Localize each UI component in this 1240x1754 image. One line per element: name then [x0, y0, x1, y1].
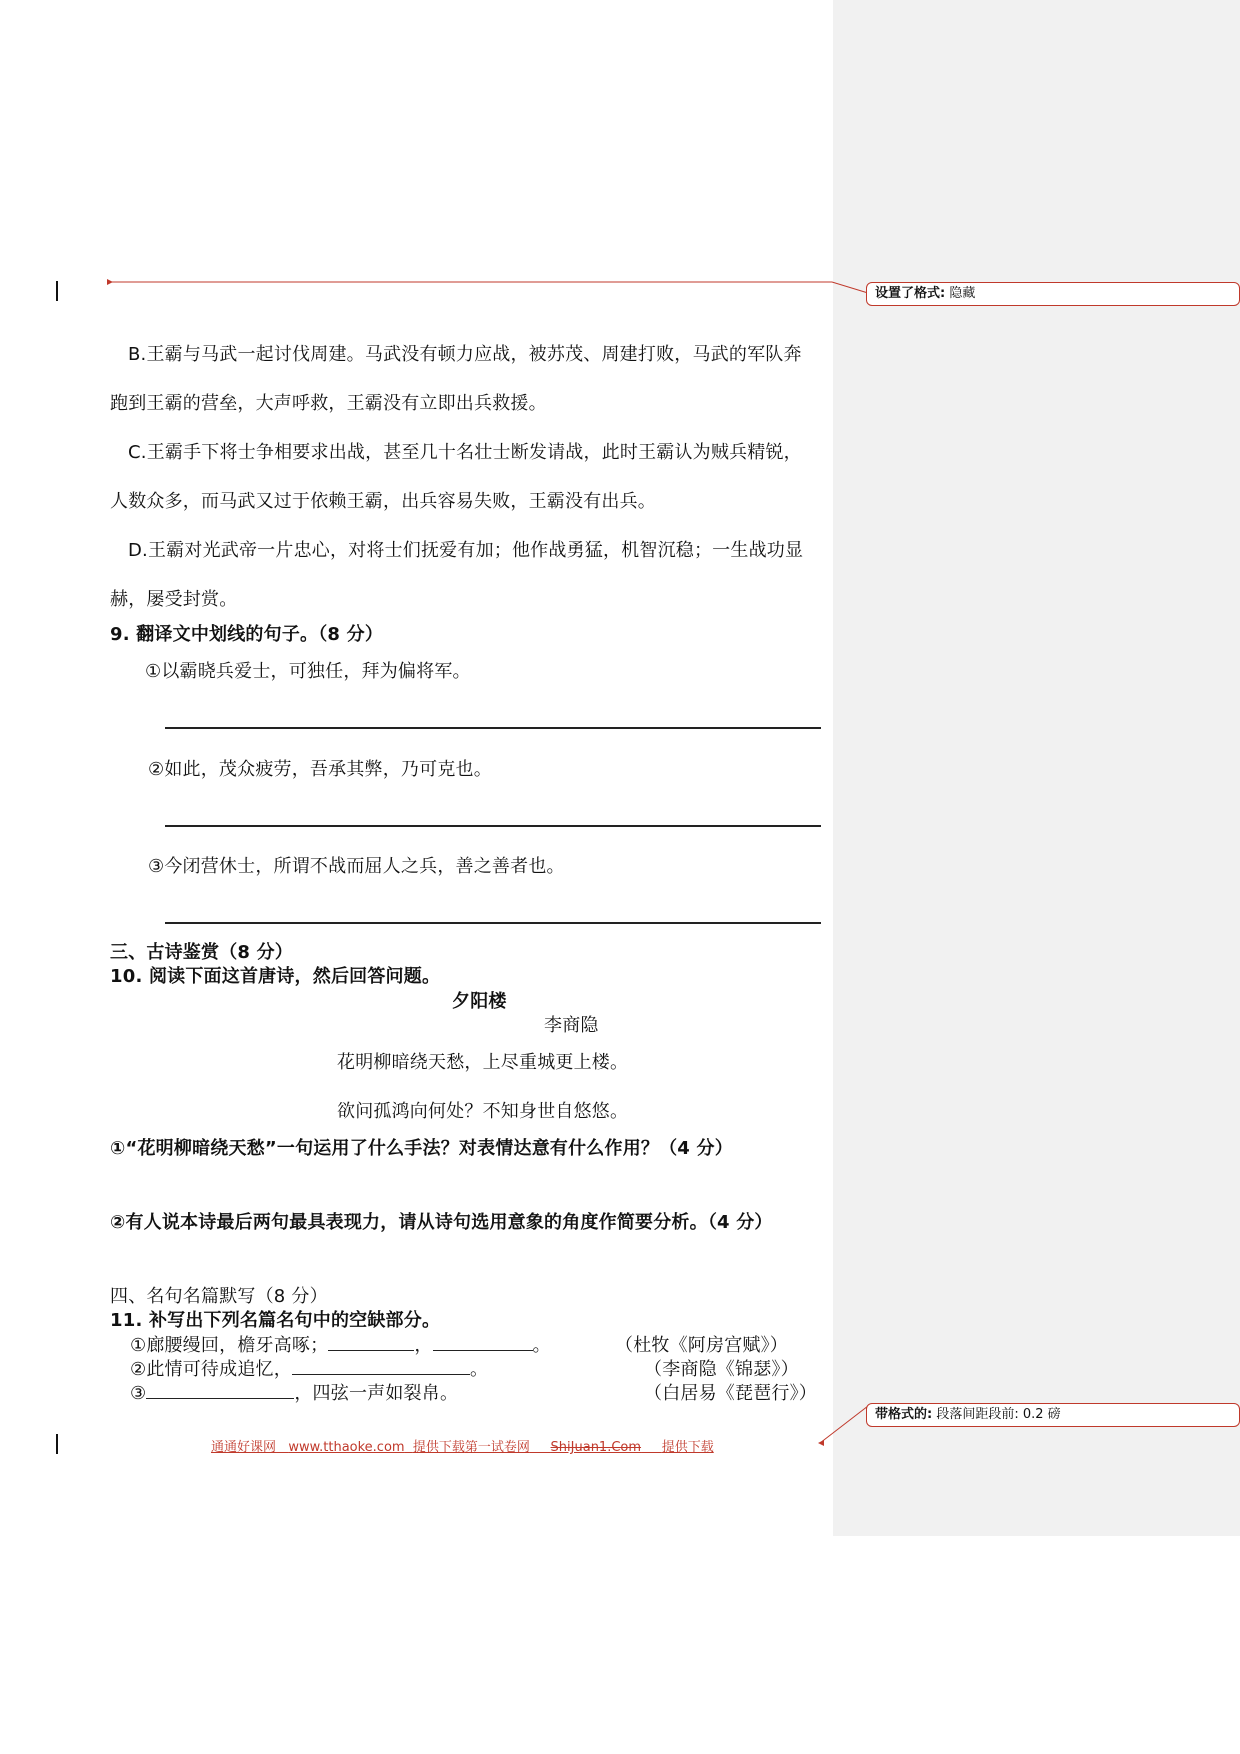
q10-title: 10. 阅读下面这首唐诗，然后回答问题。	[110, 966, 441, 987]
poem-line-1: 花明柳暗绕天愁，上尽重城更上楼。	[337, 1052, 629, 1073]
fill-row-1-sep: ，	[414, 1335, 433, 1356]
option-d-line2: 赫，屡受封赏。	[110, 589, 238, 610]
footer-site-2[interactable]: 第一试卷网	[464, 1440, 530, 1455]
q10-sub-2: ②有人说本诗最后两句最具表现力，请从诗句选用意象的角度作简要分析。（4 分）	[110, 1212, 773, 1233]
footer-provide-1: 提供下载	[412, 1440, 465, 1455]
fill-row-3-source: （白居易《琵琶行》）	[644, 1383, 817, 1404]
fill-row-1-text: ①廊腰缦回，檐牙高啄；	[130, 1335, 329, 1356]
option-b-line1: B.王霸与马武一起讨伐周建。马武没有顿力应战，被苏茂、周建打败，马武的军队奔	[128, 344, 802, 365]
fill-row-2-end: 。	[469, 1359, 489, 1380]
balloon-label: 带格式的:	[875, 1407, 933, 1422]
answer-line-2[interactable]	[165, 825, 821, 827]
fill-row-2-text: ②此情可待成追忆，	[130, 1359, 292, 1380]
footer-url-2[interactable]: ShiJuan1.Com	[550, 1440, 642, 1455]
balloon-value: 隐藏	[949, 286, 976, 301]
balloon-label: 设置了格式:	[875, 286, 946, 301]
format-balloon-bottom[interactable]	[866, 1403, 1240, 1427]
format-balloon-top[interactable]	[866, 282, 1240, 306]
q9-sentence-1: ①以霸晓兵爱士，可独任，拜为偏将军。	[145, 661, 471, 682]
fill-row-2-source: （李商隐《锦瑟》）	[644, 1359, 799, 1380]
q10-sub-1: ①“花明柳暗绕天愁”一句运用了什么手法？对表情达意有什么作用？（4 分）	[110, 1138, 733, 1159]
fill-row-1-end: 。	[532, 1335, 551, 1356]
footer-provide-2: 提供下载	[661, 1440, 714, 1455]
poem-line-2: 欲问孤鸿向何处？不知身世自悠悠。	[337, 1101, 629, 1122]
answer-line-1[interactable]	[165, 727, 821, 729]
section4-heading: 四、名句名篇默写（8 分）	[110, 1286, 328, 1307]
balloon-value: 段落间距段前: 0.2 磅	[936, 1407, 1061, 1422]
fill-row-3-text: ，四弦一声如裂帛。	[294, 1383, 459, 1404]
answer-line-3[interactable]	[165, 922, 821, 924]
blank-1b[interactable]	[433, 1336, 533, 1351]
q9-sentence-2: ②如此，茂众疲劳，吾承其弊，乃可克也。	[148, 759, 492, 780]
blank-3[interactable]	[146, 1384, 294, 1399]
text-cursor-top	[56, 281, 58, 301]
top-connector-anchor	[107, 279, 113, 285]
bottom-connector-line	[820, 1406, 868, 1443]
poem-author: 李商隐	[544, 1015, 599, 1036]
option-d-line1: D.王霸对光武帝一片忠心，对将士们抚爱有加；他作战勇猛，机智沉稳；一生战功显	[128, 540, 804, 561]
bottom-connector-anchor	[818, 1440, 824, 1446]
q9-sentence-3: ③今闭营休士，所谓不战而屈人之兵，善之善者也。	[148, 856, 565, 877]
footer-site-1[interactable]: 通通好课网	[211, 1440, 277, 1455]
fill-row-1-source: （杜牧《阿房宫赋》）	[615, 1335, 788, 1356]
page-footer	[211, 1436, 714, 1455]
q11-title: 11. 补写出下列名篇名句中的空缺部分。	[110, 1310, 441, 1331]
poem-title: 夕阳楼	[452, 991, 507, 1012]
option-b-line2: 跑到王霸的营垒，大声呼救，王霸没有立即出兵救援。	[110, 393, 547, 414]
fill-row-1	[130, 1331, 551, 1357]
option-c-line1: C.王霸手下将士争相要求出战，甚至几十名壮士断发请战，此时王霸认为贼兵精锐，	[128, 442, 802, 463]
fill-row-2	[130, 1355, 488, 1381]
blank-1a[interactable]	[328, 1336, 414, 1351]
section3-heading: 三、古诗鉴赏（8 分）	[110, 942, 293, 963]
top-connector-line	[110, 282, 868, 293]
text-cursor-bottom	[56, 1434, 58, 1454]
fill-row-3-num: ③	[130, 1383, 147, 1404]
fill-row-3	[130, 1379, 458, 1405]
footer-url-1[interactable]: www.tthaoke.com	[288, 1440, 405, 1455]
blank-2[interactable]	[292, 1360, 470, 1375]
option-c-line2: 人数众多，而马武又过于依赖王霸，出兵容易失败，王霸没有出兵。	[110, 491, 656, 512]
q9-title: 9. 翻译文中划线的句子。（8 分）	[110, 624, 384, 645]
